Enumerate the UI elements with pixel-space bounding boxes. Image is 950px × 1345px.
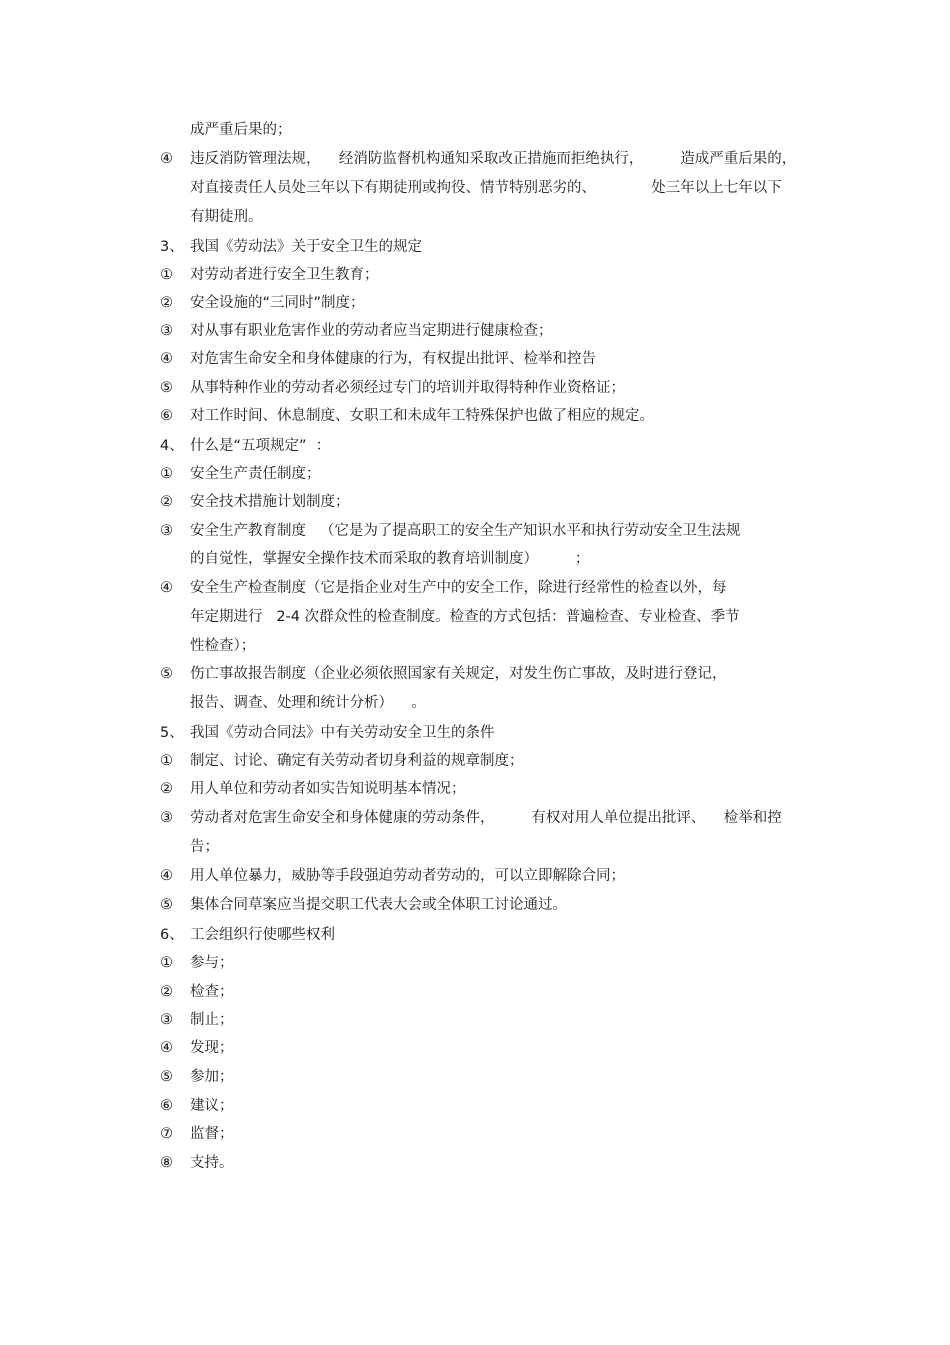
list-item xyxy=(0,893,950,917)
line-text: 安全生产责任制度； xyxy=(190,466,321,482)
list-marker: ② xyxy=(160,295,173,311)
section-number: 6、 xyxy=(160,927,184,943)
text-line xyxy=(0,547,950,571)
list-marker: ④ xyxy=(160,1040,173,1056)
line-text: 有期徒刑。 xyxy=(190,209,263,225)
list-marker: ⑤ xyxy=(160,1069,173,1085)
line-text: 对工作时间、休息制度、女职工和未成年工特殊保护也做了相应的规定。 xyxy=(190,408,654,424)
line-text: 用人单位暴力，威胁等手段强迫劳动者劳动的，可以立即解除合同； xyxy=(190,868,625,884)
list-marker: ① xyxy=(160,753,173,769)
line-text: 安全技术措施计划制度； xyxy=(190,494,350,510)
list-marker: ④ xyxy=(160,868,173,884)
list-marker: ⑤ xyxy=(160,666,173,682)
text-line xyxy=(0,147,950,171)
list-item xyxy=(0,806,950,830)
text-line xyxy=(0,634,950,658)
list-marker: ⑦ xyxy=(160,1126,173,1142)
line-text: 伤亡事故报告制度（企业必须依照国家有关规定，对发生伤亡事故，及时进行登记， xyxy=(190,666,727,682)
line-text: 的自觉性，掌握安全操作技术而采取的教育培训制度） ； xyxy=(190,551,590,567)
line-text: 支持。 xyxy=(190,1155,234,1171)
line-text: 成严重后果的； xyxy=(190,122,292,138)
list-marker: ② xyxy=(160,781,173,797)
section-heading xyxy=(0,721,950,745)
list-marker: ③ xyxy=(160,1012,173,1028)
list-item xyxy=(0,1094,950,1118)
line-text: 报告、调查、处理和统计分析） 。 xyxy=(190,695,426,711)
line-text: 我国《劳动法》关于安全卫生的规定 xyxy=(190,239,422,255)
section-heading xyxy=(0,235,950,259)
list-item xyxy=(0,1151,950,1175)
list-marker: ① xyxy=(160,267,173,283)
text-line xyxy=(0,176,950,200)
text-line xyxy=(0,118,950,142)
line-text: 从事特种作业的劳动者必须经过专门的培训并取得特种作业资格证； xyxy=(190,380,625,396)
line-text: 制定、讨论、确定有关劳动者切身利益的规章制度； xyxy=(190,753,524,769)
list-item xyxy=(0,490,950,514)
text-line xyxy=(0,605,950,629)
list-item xyxy=(0,662,950,686)
list-marker: ③ xyxy=(160,523,173,539)
line-text: 检查； xyxy=(190,984,234,1000)
list-item xyxy=(0,749,950,773)
list-marker: ⑥ xyxy=(160,408,173,424)
line-text: 参与； xyxy=(190,955,234,971)
line-text: 安全设施的“三同时”制度； xyxy=(190,295,365,311)
line-text: 什么是“五项规定” ： xyxy=(190,438,331,454)
list-marker: ④ xyxy=(160,351,173,367)
line-text: 告； xyxy=(190,839,219,855)
list-item xyxy=(0,404,950,428)
line-text: 安全生产检查制度（它是指企业对生产中的安全工作，除进行经常性的检查以外，每 xyxy=(190,580,727,596)
text-line xyxy=(0,205,950,229)
list-item xyxy=(0,291,950,315)
list-item xyxy=(0,1122,950,1146)
section-number: 5、 xyxy=(160,725,184,741)
list-marker: ② xyxy=(160,494,173,510)
line-text: 建议； xyxy=(190,1098,234,1114)
section-heading xyxy=(0,923,950,947)
list-item xyxy=(0,319,950,343)
list-item xyxy=(0,1065,950,1089)
list-marker: ② xyxy=(160,984,173,1000)
line-text: 制止； xyxy=(190,1012,234,1028)
section-number: 3、 xyxy=(160,239,184,255)
list-item xyxy=(0,519,950,543)
list-marker: ③ xyxy=(160,810,173,826)
list-item xyxy=(0,1008,950,1032)
line-text: 安全生产教育制度 （它是为了提高职工的安全生产知识水平和执行劳动安全卫生法规 xyxy=(190,523,741,539)
list-marker: ⑧ xyxy=(160,1155,173,1171)
list-item xyxy=(0,462,950,486)
line-text: 参加； xyxy=(190,1069,234,1085)
list-item xyxy=(0,376,950,400)
list-marker: ④ xyxy=(160,580,173,596)
list-marker: ⑤ xyxy=(160,380,173,396)
list-marker: ⑥ xyxy=(160,1098,173,1114)
list-item xyxy=(0,576,950,600)
line-text: 发现； xyxy=(190,1040,234,1056)
section-heading xyxy=(0,434,950,458)
text-line xyxy=(0,835,950,859)
line-text: 对从事有职业危害作业的劳动者应当定期进行健康检查； xyxy=(190,323,553,339)
line-text: 用人单位和劳动者如实告知说明基本情况； xyxy=(190,781,466,797)
line-text: 年定期进行 2-4 次群众性的检查制度。检查的方式包括：普遍检查、专业检查、季节 xyxy=(190,609,740,625)
list-item xyxy=(0,263,950,287)
line-text: 监督； xyxy=(190,1126,234,1142)
line-text: 对危害生命安全和身体健康的行为，有权提出批评、检举和控告 xyxy=(190,351,596,367)
section-number: 4、 xyxy=(160,438,184,454)
list-marker: ③ xyxy=(160,323,173,339)
list-item xyxy=(0,864,950,888)
line-text: 对劳动者进行安全卫生教育； xyxy=(190,267,379,283)
line-text: 工会组织行使哪些权利 xyxy=(190,927,335,943)
list-item xyxy=(0,1036,950,1060)
list-item xyxy=(0,951,950,975)
line-text: 我国《劳动合同法》中有关劳动安全卫生的条件 xyxy=(190,725,495,741)
list-item xyxy=(0,980,950,1004)
list-item xyxy=(0,777,950,801)
line-text: 劳动者对危害生命安全和身体健康的劳动条件， 有权对用人单位提出批评、 检举和控 xyxy=(190,810,782,826)
list-item xyxy=(0,347,950,371)
line-text: 违反消防管理法规， 经消防监督机构通知采取改正措施而拒绝执行， 造成严重后果的， xyxy=(190,151,797,167)
list-marker: ① xyxy=(160,955,173,971)
line-text: 集体合同草案应当提交职工代表大会或全体职工讨论通过。 xyxy=(190,897,567,913)
list-marker: ④ xyxy=(160,151,173,167)
line-text: 对直接责任人员处三年以下有期徒刑或拘役、情节特别恶劣的、 处三年以上七年以下 xyxy=(190,180,782,196)
list-marker: ⑤ xyxy=(160,897,173,913)
text-line xyxy=(0,691,950,715)
list-marker: ① xyxy=(160,466,173,482)
line-text: 性检查）； xyxy=(190,638,256,654)
